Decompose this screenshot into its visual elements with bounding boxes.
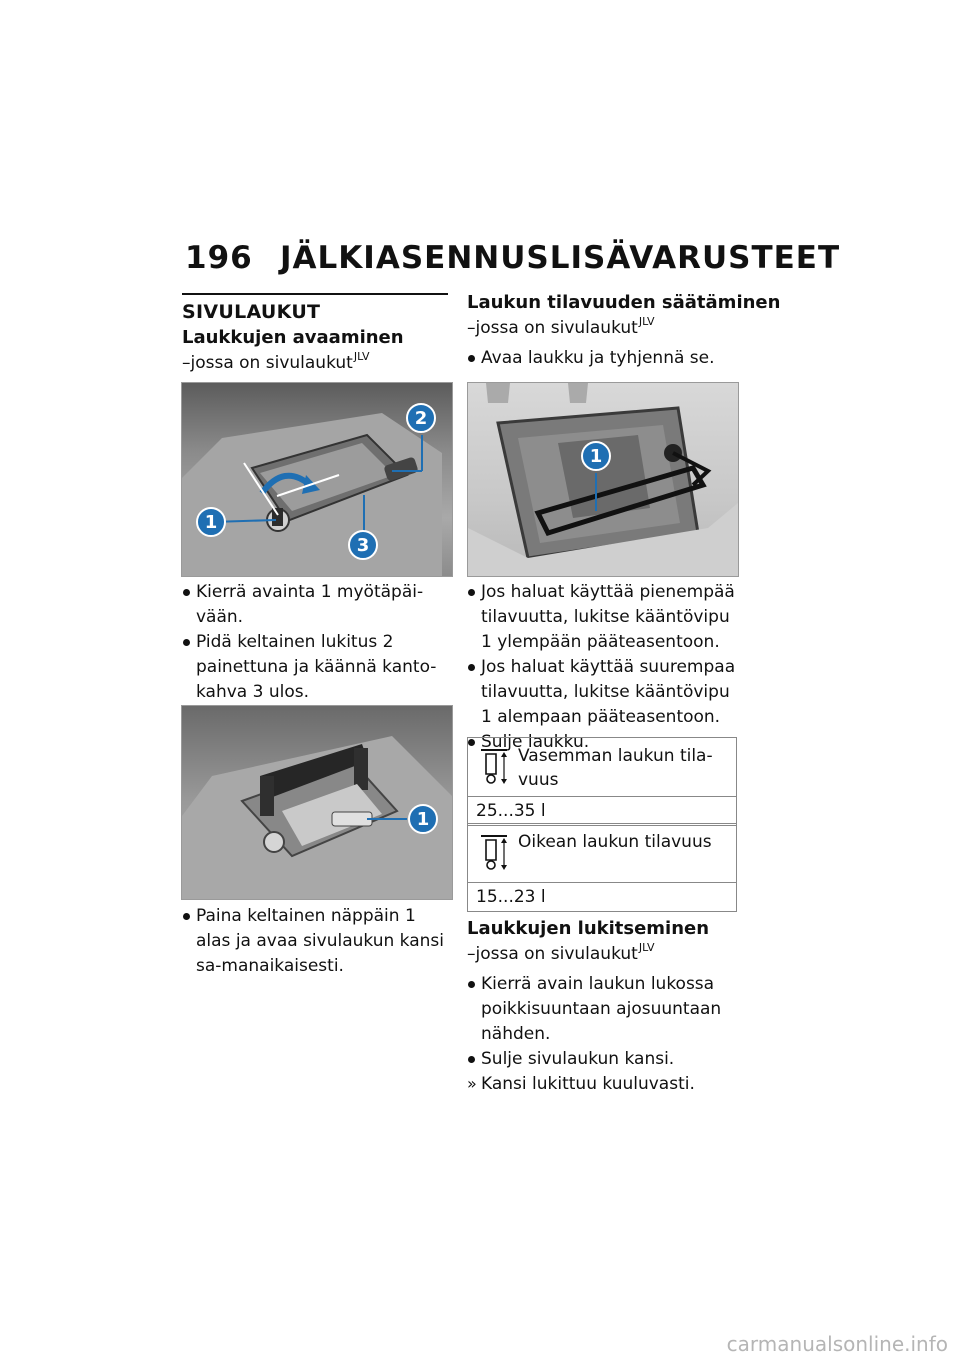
condition-text: –jossa on sivulaukut: [467, 944, 638, 964]
steps-open-1: [182, 580, 450, 705]
watermark: carmanualsonline.info: [726, 1332, 948, 1356]
condition-code: JLV: [638, 315, 655, 328]
spec-value: 15...23 l: [476, 887, 546, 907]
step-item: Avaa laukku ja tyhjennä se.: [467, 346, 737, 371]
section-rule: [182, 293, 448, 295]
figure-volume-lever: [467, 382, 739, 577]
step-item: Kierrä avain laukun lukossa poikkisuuntaan ajosuuntaan nähden.: [467, 972, 722, 1047]
condition-note: [467, 315, 655, 338]
chapter-title: JÄLKIASENNUSLISÄVARUSTEET: [280, 240, 841, 276]
step-item: Jos haluat käyttää pienempää tilavuutta, lukitse kääntövipu 1 ylempään pääteasentoon.: [467, 580, 737, 655]
subsection-title-locking: Laukkujen lukitseminen: [467, 918, 710, 939]
condition-code: JLV: [353, 350, 370, 363]
step-open-case: [467, 346, 737, 371]
condition-text: –jossa on sivulaukut: [467, 318, 638, 338]
section-title: SIVULAUKUT: [182, 301, 321, 323]
callout-1: 1: [196, 507, 226, 537]
steps-open-2: [182, 904, 450, 979]
steps-volume: [467, 580, 737, 755]
callout-1: 1: [408, 804, 438, 834]
condition-note: [182, 350, 370, 373]
step-item: Kierrä avainta 1 myötäpäi-vään.: [182, 580, 450, 630]
spec-value: 25...35 l: [476, 801, 546, 821]
figure-release-button: [181, 705, 453, 900]
open-case-illustration: [468, 383, 738, 576]
step-item: Sulje sivulaukun kansi.: [467, 1047, 722, 1072]
page-header: [185, 240, 840, 276]
subsection-title-opening: Laukkujen avaaminen: [182, 327, 404, 348]
result-item: » Kansi lukittuu kuuluvasti.: [467, 1072, 722, 1097]
steps-lock: [467, 972, 722, 1097]
spec-right-case-volume: [467, 823, 737, 912]
case-handle-illustration: [182, 706, 452, 899]
condition-note: [467, 941, 655, 964]
condition-code: JLV: [638, 941, 655, 954]
step-item: Pidä keltainen lukitus 2 painettuna ja käännä kanto-kahva 3 ulos.: [182, 630, 450, 705]
step-item: Paina keltainen näppäin 1 alas ja avaa sivulaukun kansi sa-manaikaisesti.: [182, 904, 450, 979]
capacity-icon: [480, 746, 508, 786]
spec-label: Vasemman laukun tila-vuus: [518, 746, 713, 790]
figure-lock-key: [181, 382, 453, 577]
page-number: 196: [185, 240, 253, 276]
capacity-icon: [480, 832, 508, 872]
step-item: Jos haluat käyttää suurempaa tilavuutta, lukitse kääntövipu 1 alempaan pääteasentoon.: [467, 655, 737, 730]
callout-2: 2: [406, 403, 436, 433]
spec-left-case-volume: [467, 737, 737, 826]
spec-label: Oikean laukun tilavuus: [518, 832, 712, 852]
subsection-title-volume: Laukun tilavuuden säätäminen: [467, 292, 781, 313]
callout-3: 3: [348, 530, 378, 560]
step-item: Sulje laukku.: [467, 730, 737, 755]
condition-text: –jossa on sivulaukut: [182, 353, 353, 373]
callout-1: 1: [581, 441, 611, 471]
